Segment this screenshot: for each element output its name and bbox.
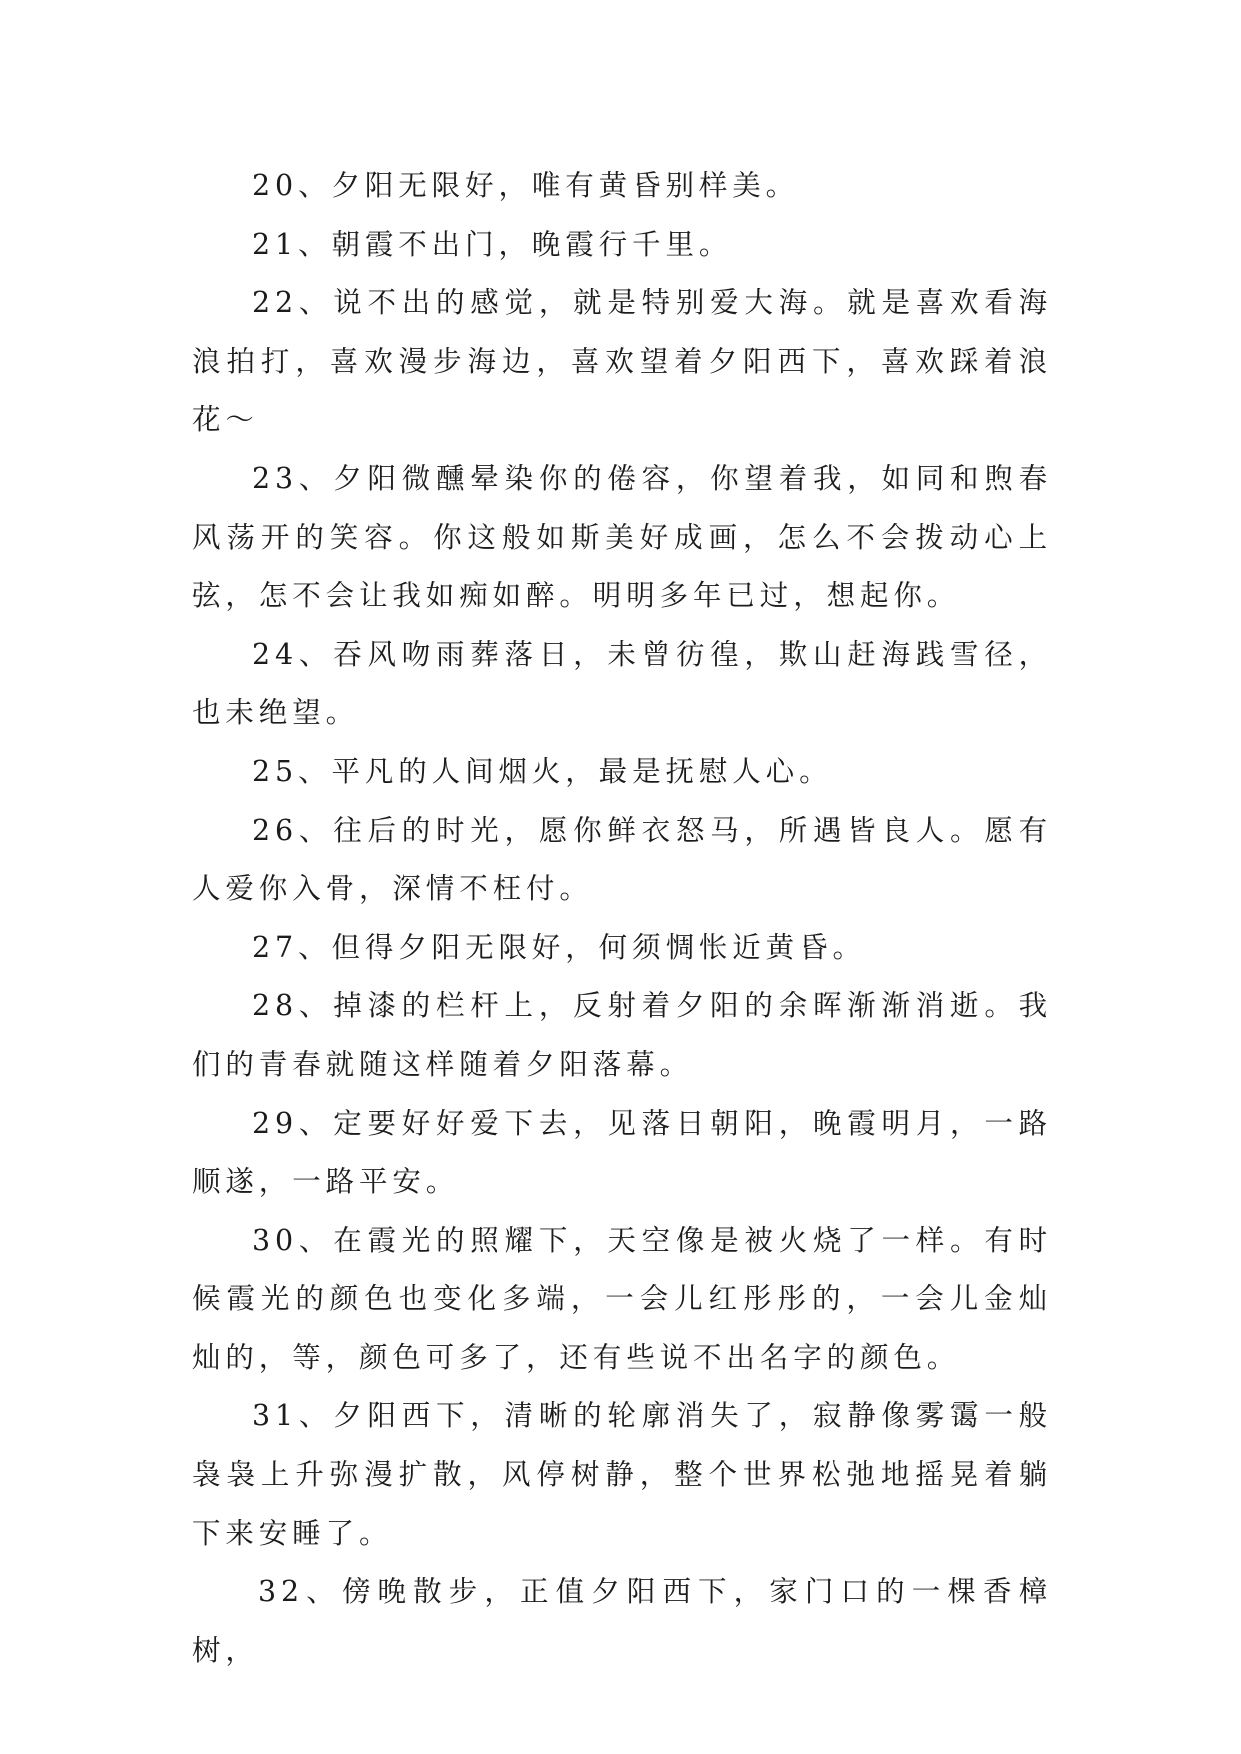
paragraph-32: 32、傍晚散步，正值夕阳西下，家门口的一棵香樟树， — [192, 1575, 1052, 1667]
document-body — [192, 157, 1052, 1680]
paragraph-29: 29、定要好好爱下去，见落日朝阳，晚霞明月，一路顺遂，一路平安。 — [192, 1106, 1052, 1199]
paragraph-20: 20、夕阳无限好，唯有黄昏别样美。 — [252, 169, 800, 202]
paragraph-27: 27、但得夕阳无限好，何须惆怅近黄昏。 — [252, 930, 866, 964]
paragraph-22: 22、说不出的感觉，就是特别爱大海。就是喜欢看海浪拍打，喜欢漫步海边，喜欢望着夕阳西下，喜欢踩着浪花～ — [192, 286, 1052, 437]
paragraph-28: 28、掉漆的栏杆上，反射着夕阳的余晖渐渐消逝。我们的青春就随这样随着夕阳落幕。 — [192, 989, 1052, 1081]
paragraph-23: 23、夕阳微醺晕染你的倦容，你望着我，如同和煦春风荡开的笑容。你这般如斯美好成画，怎么不会拨动心上弦，怎不会让我如痴如醉。明明多年已过，想起你。 — [192, 461, 1052, 613]
paragraph-26: 26、往后的时光，愿你鲜衣怒马，所遇皆良人。愿有人爱你入骨，深情不枉付。 — [192, 813, 1052, 906]
paragraph-25: 25、平凡的人间烟火，最是抚慰人心。 — [252, 754, 833, 788]
paragraph-30: 30、在霞光的照耀下，天空像是被火烧了一样。有时候霞光的颜色也变化多端，一会儿红彤彤的，一会儿金灿灿的，等，颜色可多了，还有些说不出名字的颜色。 — [192, 1223, 1052, 1374]
paragraph-24: 24、吞风吻雨葬落日，未曾彷徨，欺山赶海践雪径，也未绝望。 — [192, 637, 1052, 730]
paragraph-31: 31、夕阳西下，清晰的轮廓消失了，寂静像雾霭一般袅袅上升弥漫扩散，风停树静，整个世界松弛地摇晃着躺下来安睡了。 — [192, 1399, 1052, 1550]
paragraph-21: 21、朝霞不出门，晚霞行千里。 — [252, 227, 733, 261]
